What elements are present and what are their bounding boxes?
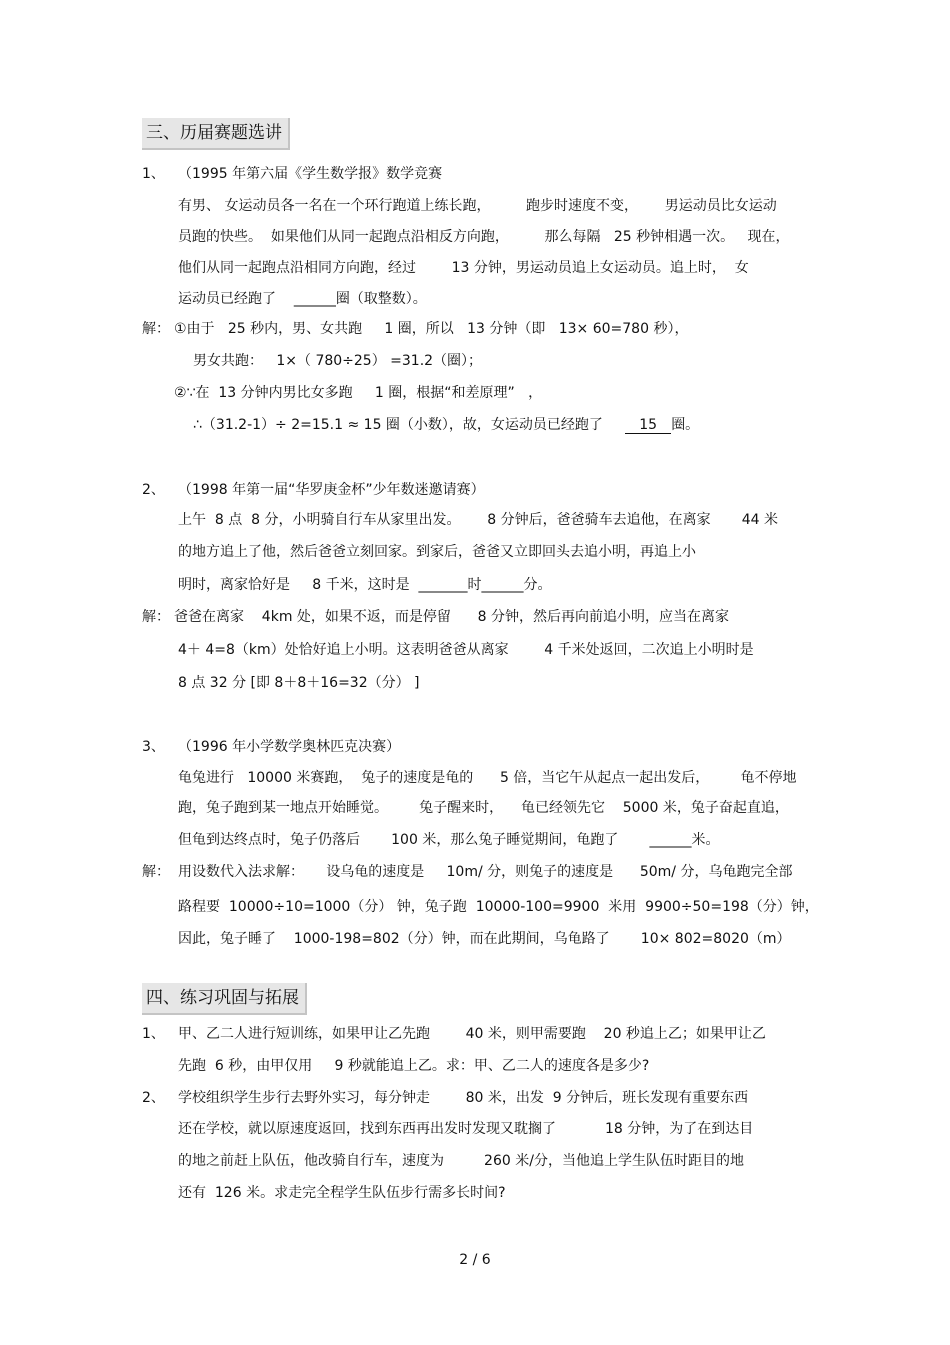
problem-3-line-1: 龟兔进行 10000 米赛跑， 兔子的速度是龟的 5 倍，当它午从起点一起出发后， 龟不停地: [178, 770, 797, 786]
exercise-1-line-1: 甲、乙二人进行短训练，如果甲让乙先跑 40 米，则甲需要跑 20 秒追上乙；如果甲让乙: [178, 1026, 766, 1042]
solution-1-line-4-text: ∴（31.2-1）÷ 2=15.1 ≈ 15 圈（小数），故，女运动员已经跑了: [193, 417, 626, 433]
solution-3-label: 解：: [142, 864, 170, 880]
exercise-1-line-2: 先跑 6 秒，由甲仅用 9 秒就能追上乙。求：甲、乙二人的速度各是多少?: [178, 1058, 650, 1074]
problem-1-source: （1995 年第六届《学生数学报》数学竞赛: [178, 166, 443, 182]
exercise-2-line-3: 的地之前赶上队伍，他改骑自行车，速度为 260 米/分，当他追上学生队伍时距目的地: [178, 1153, 744, 1169]
exercise-2-line-4: 还有 126 米。求走完全程学生队伍步行需多长时间?: [178, 1185, 506, 1201]
solution-3-line-3: 因此，兔子睡了 1000-198=802（分）钟，而在此期间，乌龟路了 10× 802=8020（m）: [178, 931, 791, 947]
exercise-2-line-2: 还在学校，就以原速度返回，找到东西再出发时发现又耽搁了 18 分钟，为了在到达目: [178, 1121, 754, 1137]
problem-1-number: 1、: [142, 166, 165, 182]
solution-1-answer: 15: [625, 417, 671, 434]
problem-1-line-3: 他们从同一起跑点沿相同方向跑，经过 13 分钟，男运动员追上女运动员。追上时， 女: [178, 260, 749, 276]
problem-2-line-2: 的地方追上了他，然后爸爸立刻回家。到家后，爸爸又立即回头去追小明，再追上小: [178, 544, 696, 560]
solution-1-line-1: ①由于 25 秒内，男、女共跑 1 圈，所以 13 分钟（即 13× 60=780 秒），: [174, 321, 689, 337]
problem-1-answer-blank: ______: [293, 291, 336, 307]
problem-3-line-2: 跑，兔子跑到某一地点开始睡觉。 兔子醒来时， 龟已经领先它 5000 米，兔子奋起直追，: [178, 800, 789, 816]
problem-3-source: （1996 年小学数学奥林匹克决赛）: [178, 739, 401, 755]
solution-2-line-2: 4＋ 4=8（km）处恰好追上小明。这表明爸爸从离家 4 千米处返回，二次追上小明时是: [178, 642, 754, 658]
solution-1-line-2: 男女共跑： 1×（ 780÷25） =31.2（圈）；: [193, 353, 483, 369]
solution-3-line-1: 用设数代入法求解： 设乌龟的速度是 10m/ 分，则兔子的速度是 50m/ 分，乌龟跑完全部: [178, 864, 793, 880]
problem-2-number: 2、: [142, 482, 165, 498]
problem-1-line-2: 员跑的快些。 如果他们从同一起跑点沿相反方向跑， 那么每隔 25 秒钟相遇一次。 现在，: [178, 229, 790, 245]
solution-2-line-3: 8 点 32 分 [即 8＋8＋16=32（分） ]: [178, 675, 420, 691]
solution-2-label: 解：: [142, 609, 170, 625]
problem-2-line-1: 上午 8 点 8 分，小明骑自行车从家里出发。 8 分钟后，爸爸骑车去追他，在离家 44 米: [178, 512, 778, 528]
solution-2-line-1: 爸爸在离家 4km 处，如果不返，而是停留 8 分钟，然后再向前追小明，应当在离家: [174, 609, 729, 625]
section-heading-past-competitions: 三、历届赛题选讲: [142, 118, 290, 150]
problem-3-number: 3、: [142, 739, 165, 755]
problem-3-line-3: 但龟到达终点时，兔子仍落后 100 米，那么兔子睡觉期间，龟跑了 ______米。: [178, 832, 720, 848]
solution-3-line-2: 路程要 10000÷10=1000（分） 钟，兔子跑 10000-100=9900 米用 9900÷50=198（分）钟，: [178, 899, 819, 915]
exercise-2-number: 2、: [142, 1090, 165, 1106]
problem-1-line-1: 有男、 女运动员各一名在一个环行跑道上练长跑， 跑步时速度不变， 男运动员比女运动: [178, 198, 777, 214]
solution-1-line-4-end: 圈。: [671, 417, 700, 433]
problem-2-line-3: 明时，离家恰好是 8 千米，这时是 _______时______分。: [178, 577, 552, 593]
solution-1-line-4: [193, 416, 699, 434]
exercise-1-number: 1、: [142, 1026, 165, 1042]
exercise-2-line-1: 学校组织学生步行去野外实习，每分钟走 80 米，出发 9 分钟后，班长发现有重要东西: [178, 1090, 749, 1106]
section-heading-practice: 四、练习巩固与拓展: [142, 983, 307, 1015]
page-number: 2 / 6: [459, 1252, 491, 1268]
solution-1-line-3: ②∵在 13 分钟内男比女多跑 1 圈，根据“和差原理” ，: [174, 385, 543, 401]
problem-2-source: （1998 年第一届“华罗庚金杯”少年数迷邀请赛）: [178, 482, 485, 498]
problem-1-line-4-end: 圈（取整数）。: [335, 291, 427, 307]
problem-1-line-4-text: 运动员已经跑了: [178, 291, 294, 307]
problem-1-line-4: [178, 290, 427, 308]
solution-1-label: 解：: [142, 321, 170, 337]
